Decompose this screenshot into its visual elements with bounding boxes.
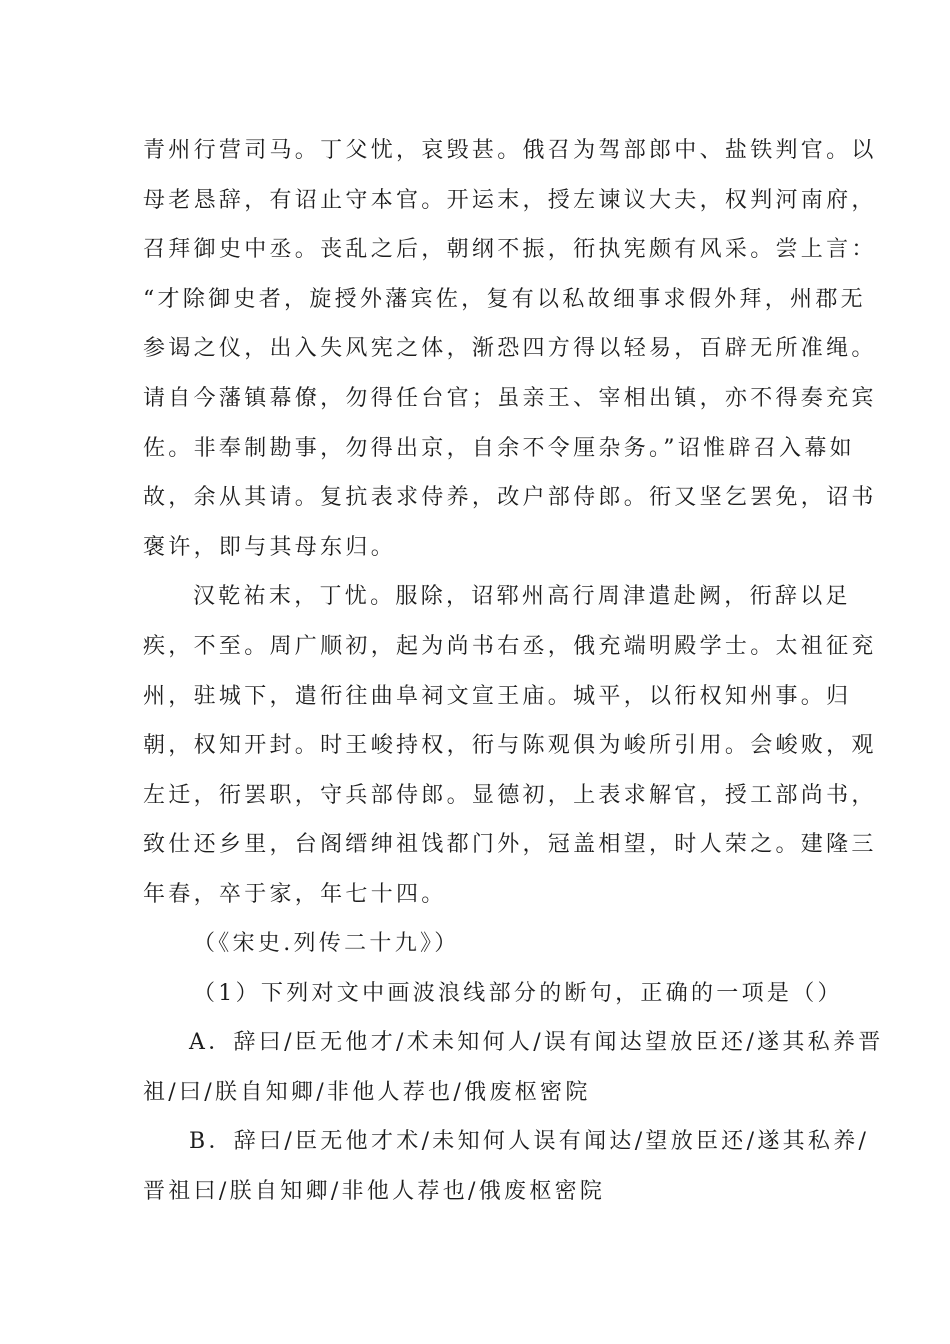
text-line: 褒许，即与其母东归。 (143, 535, 397, 560)
text-line: 疾，不至。周广顺初，起为尚书右丞，俄充端明殿学士。太祖征兖 (143, 634, 877, 659)
text-line: 年春，卒于家，年七十四。 (143, 882, 447, 907)
text-line: 佐。非奉制勘事，勿得出京，自余不令厘杂务。”诏惟辟召入幕如 (143, 436, 855, 461)
text-line: 左迁，衎罢职，守兵部侍郎。显德初，上表求解官，授工部尚书， (143, 783, 877, 808)
text-line: 汉乾祐末，丁忧。服除，诏郓州高行周津遣赴阙，衎辞以足 (193, 584, 851, 609)
text-line: 州，驻城下，遣衎往曲阜祠文宣王庙。城平，以衎权知州事。归 (143, 684, 852, 709)
option-a-line: A．辞曰/臣无他才/术未知何人/误有闻达望放臣还/遂其私养晋 (189, 1030, 884, 1055)
text-line: 参谒之仪，出入失风宪之体，渐恐四方得以轻易，百辟无所准绳。 (143, 336, 877, 361)
text-line: 请自今藩镇幕僚，勿得任台官；虽亲王、宰相出镇，亦不得奏充宾 (143, 386, 877, 411)
option-b-line: 晋祖曰/朕自知卿/非他人荐也/俄废枢密院 (143, 1179, 606, 1204)
text-line: 召拜御史中丞。丧乱之后，朝纲不振，衎执宪颇有风采。尝上言： (143, 237, 877, 262)
option-b-line: B．辞曰/臣无他才术/未知何人误有闻达/望放臣还/遂其私养/ (189, 1129, 870, 1154)
text-line: 故，余从其请。复抗表求侍养，改户部侍郎。衎又坚乞罢免，诏书 (143, 485, 877, 510)
text-line: 致仕还乡里，台阁缙绅祖饯都门外，冠盖相望，时人荣之。建隆三 (143, 832, 877, 857)
source-citation: （《宋史.列传二十九》） (193, 931, 460, 956)
text-line: “才除御史者，旋授外藩宾佐，复有以私故细事求假外拜，州郡无 (143, 287, 866, 312)
question-text: （1）下列对文中画波浪线部分的断句，正确的一项是（） (193, 981, 843, 1006)
text-line: 母老恳辞，有诏止守本官。开运末，授左谏议大夫，权判河南府， (143, 188, 877, 213)
text-line: 朝，权知开封。时王峻持权，衎与陈观俱为峻所引用。会峻败，观 (143, 733, 877, 758)
text-line: 青州行营司马。丁父忧，哀毁甚。俄召为驾部郎中、盐铁判官。以 (143, 138, 877, 163)
option-a-line: 祖/曰/朕自知卿/非他人荐也/俄废枢密院 (143, 1080, 591, 1105)
